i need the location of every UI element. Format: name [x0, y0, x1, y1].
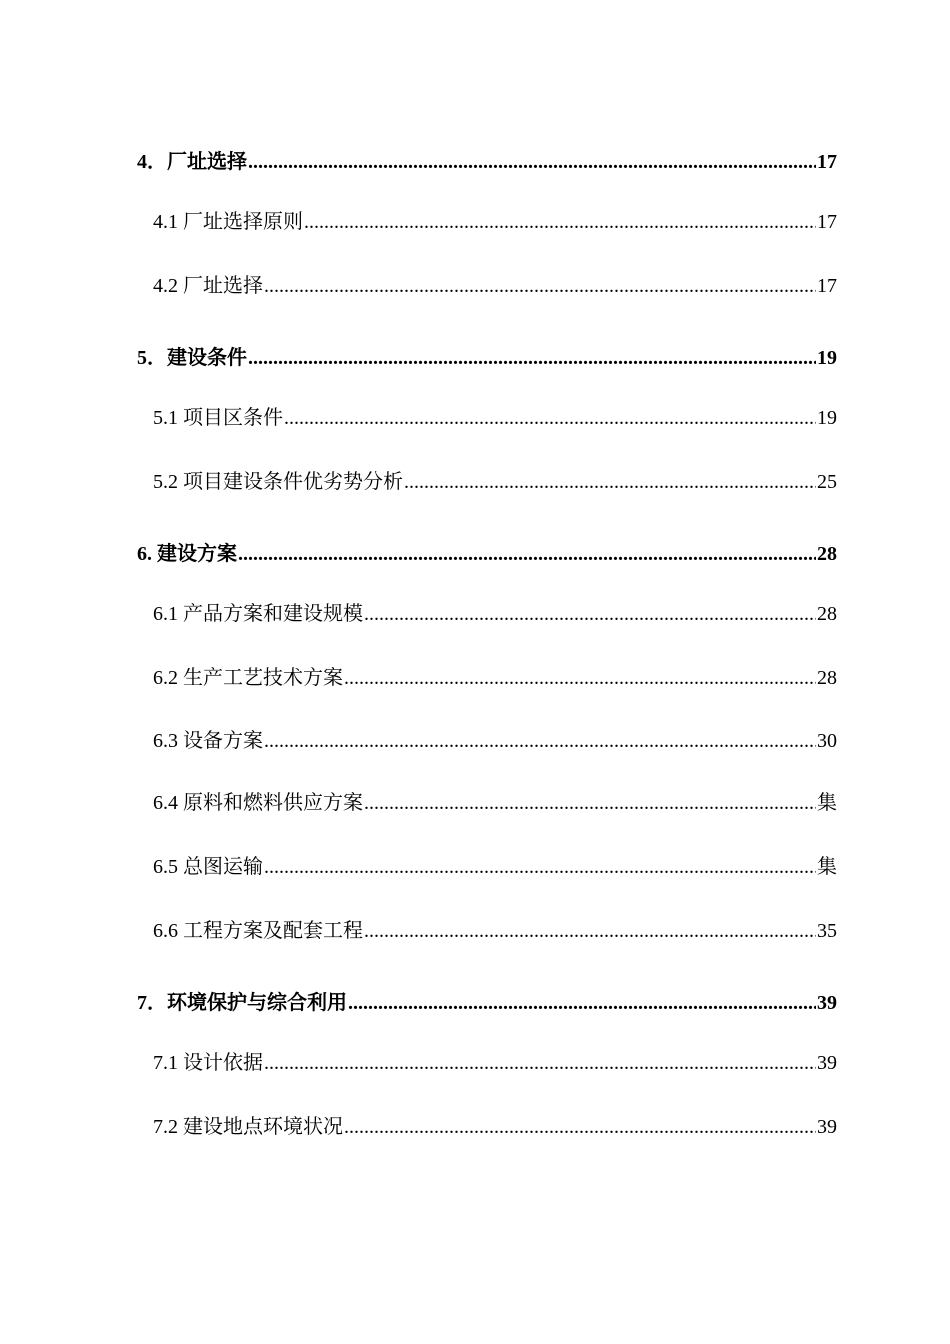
toc-entry-label: 5．建设条件: [137, 347, 247, 369]
toc-entry-page: 集: [817, 856, 837, 878]
toc-entry-label: 6.3 设备方案: [153, 730, 263, 752]
toc-entry-6-5[interactable]: [153, 847, 837, 887]
toc-entry-page: 30: [817, 730, 837, 752]
toc-entry-page: 17: [817, 211, 837, 233]
toc-dot-leader: [248, 338, 816, 378]
toc-entry-6-4[interactable]: [153, 783, 837, 823]
toc-entry-6-2[interactable]: [153, 658, 837, 698]
toc-entry-6-1[interactable]: [153, 594, 837, 634]
toc-entry-4-2[interactable]: [153, 266, 837, 306]
toc-entry-page: 28: [817, 603, 837, 625]
toc-entry-page: 25: [817, 471, 837, 493]
toc-entry-5[interactable]: [137, 338, 837, 378]
toc-dot-leader: [264, 266, 816, 306]
toc-entry-page: 17: [817, 275, 837, 297]
toc-entry-4-1[interactable]: [153, 202, 837, 242]
toc-dot-leader: [238, 534, 816, 574]
toc-dot-leader: [304, 202, 816, 242]
toc-dot-leader: [364, 594, 816, 634]
toc-dot-leader: [248, 142, 816, 182]
toc-entry-label: 6.6 工程方案及配套工程: [153, 920, 363, 942]
toc-entry-page: 17: [817, 151, 837, 173]
toc-entry-label: 4.2 厂址选择: [153, 275, 263, 297]
toc-dot-leader: [404, 462, 816, 502]
toc-entry-page: 28: [817, 543, 837, 565]
toc-dot-leader: [264, 847, 816, 887]
toc-dot-leader: [364, 911, 816, 951]
toc-entry-label: 7.2 建设地点环境状况: [153, 1116, 343, 1138]
toc-entry-label: 7．环境保护与综合利用: [137, 992, 347, 1014]
toc-entry-label: 4.1 厂址选择原则: [153, 211, 303, 233]
toc-entry-label: 7.1 设计依据: [153, 1052, 263, 1074]
toc-entry-page: 集: [817, 792, 837, 814]
toc-entry-page: 39: [817, 1052, 837, 1074]
toc-dot-leader: [348, 983, 816, 1023]
toc-entry-7-1[interactable]: [153, 1043, 837, 1083]
toc-entry-label: 5.1 项目区条件: [153, 407, 283, 429]
toc-entry-label: 5.2 项目建设条件优劣势分析: [153, 471, 403, 493]
toc-entry-4[interactable]: [137, 142, 837, 182]
toc-entry-5-1[interactable]: [153, 398, 837, 438]
toc-entry-label: 6.4 原料和燃料供应方案: [153, 792, 363, 814]
toc-dot-leader: [344, 1107, 816, 1147]
toc-entry-page: 19: [817, 347, 837, 369]
toc-dot-leader: [284, 398, 816, 438]
toc-entry-5-2[interactable]: [153, 462, 837, 502]
toc-entry-page: 39: [817, 1116, 837, 1138]
toc-entry-6-3[interactable]: [153, 721, 837, 761]
toc-dot-leader: [264, 721, 816, 761]
toc-entry-6[interactable]: [137, 534, 837, 574]
toc-entry-7[interactable]: [137, 983, 837, 1023]
toc-dot-leader: [344, 658, 816, 698]
toc-entry-page: 35: [817, 920, 837, 942]
toc-entry-6-6[interactable]: [153, 911, 837, 951]
toc-entry-label: 6.5 总图运输: [153, 856, 263, 878]
toc-entry-page: 19: [817, 407, 837, 429]
toc-entry-label: 6.2 生产工艺技术方案: [153, 667, 343, 689]
toc-entry-page: 39: [817, 992, 837, 1014]
toc-dot-leader: [364, 783, 816, 823]
toc-dot-leader: [264, 1043, 816, 1083]
toc-entry-label: 6. 建设方案: [137, 543, 237, 565]
toc-entry-label: 4．厂址选择: [137, 151, 247, 173]
toc-entry-7-2[interactable]: [153, 1107, 837, 1147]
toc-entry-label: 6.1 产品方案和建设规模: [153, 603, 363, 625]
toc-entry-page: 28: [817, 667, 837, 689]
